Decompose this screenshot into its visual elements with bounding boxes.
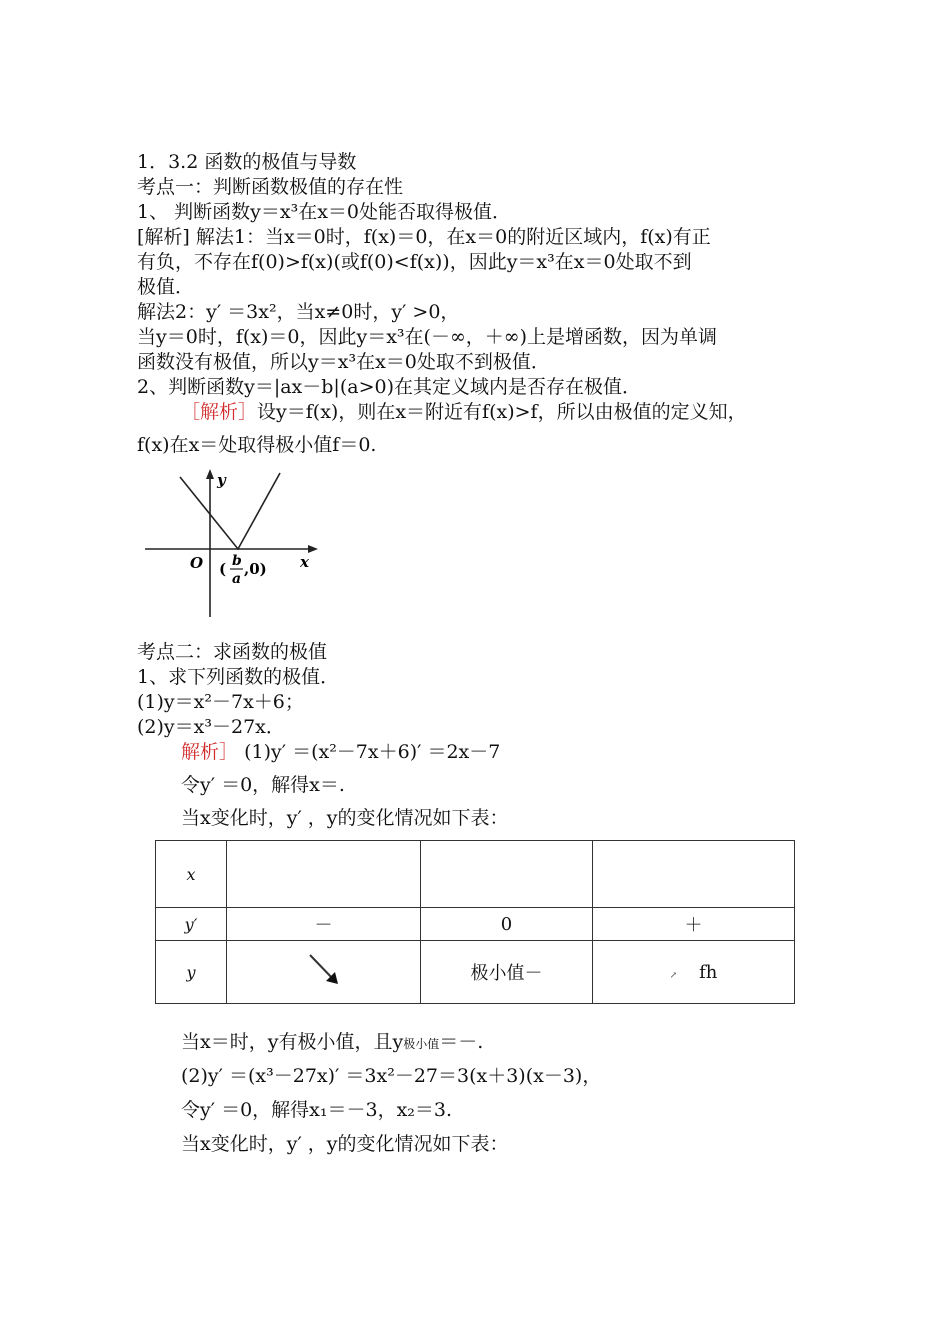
decreasing-arrow-icon <box>304 950 344 990</box>
table-cell <box>593 941 795 1004</box>
solution-2-line-3: 函数没有极值，所以y＝x³在x＝0处取不到极值． <box>137 351 550 373</box>
solution-step-7: 当x变化时，y′ ，y的变化情况如下表： <box>181 1133 509 1155</box>
part-2: (2)y＝x³－27x． <box>137 716 285 738</box>
question-2-stem: 2、判断函数y＝|ax－b|(a>0)在其定义域内是否存在极值． <box>137 376 641 398</box>
solution-1-line-1: [解析] 解法1：当x＝0时，f(x)＝0，在x＝0的附近区域内，f(x)有正 <box>137 226 711 248</box>
solution-2-line-2: 当y＝0时，f(x)＝0，因此y＝x³在(－∞，＋∞)上是增函数，因为单调 <box>137 326 718 348</box>
section-heading-1: 考点一：判断函数极值的存在性 <box>137 176 404 198</box>
variation-table <box>155 840 795 1004</box>
table-cell <box>227 841 421 908</box>
question-3-stem: 1、求下列函数的极值． <box>137 666 340 688</box>
solution-step-6: 令y′ ＝0，解得x₁＝－3，x₂＝3. <box>181 1099 453 1121</box>
solution-2-line-1: 解法2：y′ ＝3x²，当x≠0时，y′ >0， <box>137 301 460 323</box>
table-cell <box>227 941 421 1004</box>
point-open-paren: ( <box>219 560 227 578</box>
part-1: (1)y＝x²－7x＋6； <box>137 691 304 713</box>
table-row <box>156 841 795 908</box>
y-axis-arrow <box>206 469 214 479</box>
solution-step-4: 当x＝时，y有极小值，且y极小值＝－. <box>181 1031 484 1053</box>
increasing-arrow-icon: ↗ <box>669 970 678 981</box>
origin-label: O <box>190 554 204 572</box>
solution-step-2: 令y′ ＝0，解得x＝. <box>181 774 345 796</box>
table-cell: ＋ <box>593 908 795 941</box>
solution-step-5: (2)y′ ＝(x³－27x)′ ＝3x²－27＝3(x＋3)(x－3)， <box>181 1065 602 1087</box>
abs-function-graph <box>140 465 330 620</box>
question-2-answer-line-2: f(x)在x＝处取得极小值f＝0. <box>137 434 377 456</box>
x-axis-arrow <box>308 545 318 553</box>
solution-1-line-2: 有负，不存在f(0)>f(x)(或f(0)<f(x))，因此y＝x³在x＝0处取不到 <box>137 251 692 273</box>
row-header-x: x <box>156 841 227 908</box>
y-axis-label: y <box>217 471 226 489</box>
function-curve <box>180 473 280 549</box>
solution-step-3: 当x变化时，y′ ，y的变化情况如下表： <box>181 807 509 829</box>
section-heading-2: 考点二：求函数的极值 <box>137 641 328 663</box>
x-axis-label: x <box>300 553 309 571</box>
solution-step-1: 解析］ (1)y′ ＝(x²－7x＋6)′ ＝2x－7 <box>181 741 501 763</box>
table-cell: 极小值－ <box>421 941 593 1004</box>
table-cell <box>593 841 795 908</box>
table-row <box>156 908 795 941</box>
subscript-min: 极小值 <box>403 1037 440 1051</box>
table-row <box>156 941 795 1004</box>
solution-label-2: 解析］ <box>181 741 239 763</box>
point-close: ,0) <box>244 560 267 578</box>
table-cell: 0 <box>421 908 593 941</box>
table-cell: － <box>227 908 421 941</box>
point-numerator: b <box>232 553 242 569</box>
solution-1-line-3: 极值． <box>137 276 195 298</box>
question-2-answer-line-1: ［解析］设y＝f(x)，则在x＝附近有f(x)>f，所以由极值的定义知， <box>181 401 747 423</box>
page-title: 1．3.2 函数的极值与导数 <box>137 151 357 173</box>
solution-label: ［解析］ <box>181 401 258 423</box>
point-denominator: a <box>232 571 242 587</box>
table-cell-text: fh <box>699 961 718 983</box>
row-header-dy: y′ <box>156 908 227 941</box>
table-cell <box>421 841 593 908</box>
row-header-y: y <box>156 941 227 1004</box>
question-1-stem: 1、 判断函数y＝x³在x＝0处能否取得极值． <box>137 201 511 223</box>
